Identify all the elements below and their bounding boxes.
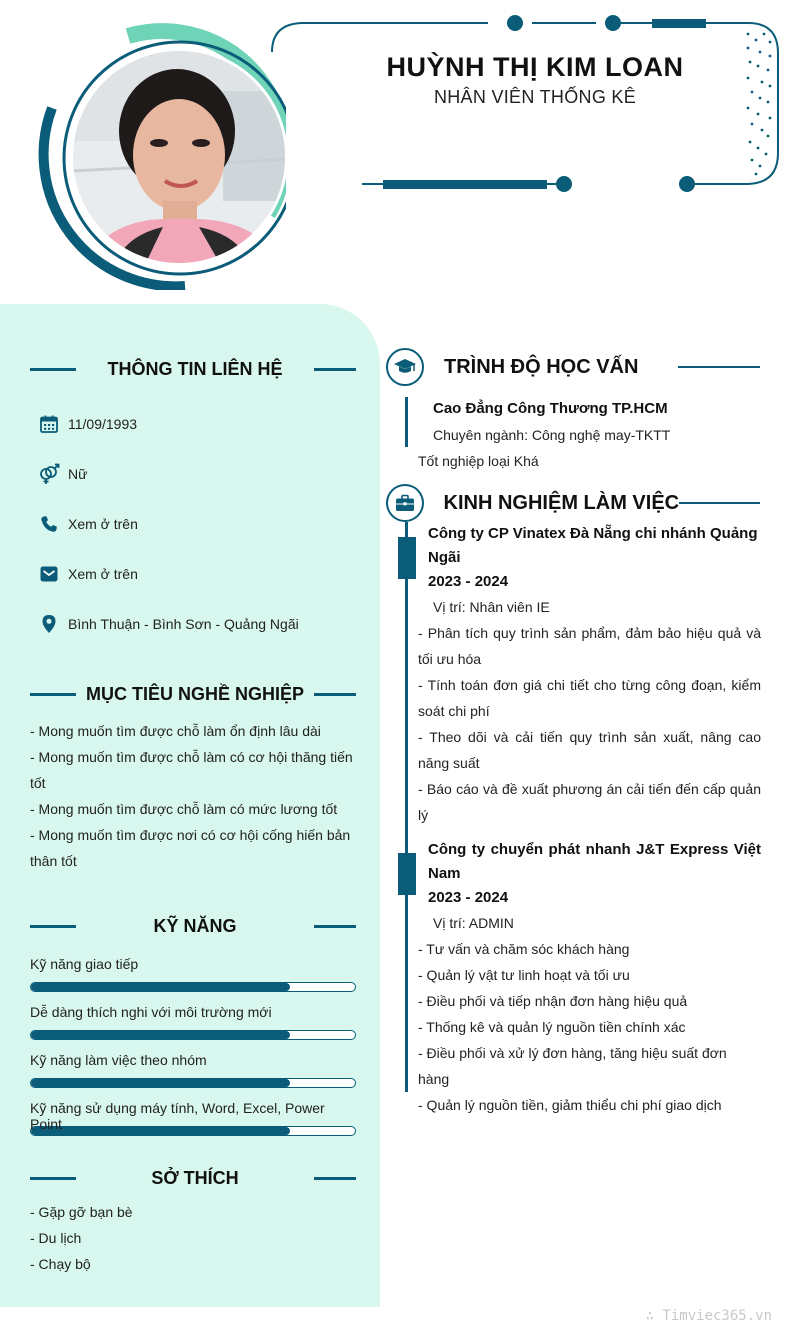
- company-name: Công ty chuyển phát nhanh J&T Express Việt Nam: [428, 841, 761, 882]
- section-heading-hobbies: [30, 1164, 356, 1192]
- hobby-item: - Gặp gỡ bạn bè: [30, 1204, 133, 1220]
- skill-bar-fill: [31, 1031, 290, 1039]
- objective-item: - Mong muốn tìm được chỗ làm ổn định lâu dài: [30, 723, 321, 739]
- experience-entry: [418, 838, 761, 1118]
- profile-photo: [70, 48, 288, 266]
- section-heading-skills: [30, 912, 356, 940]
- skill-bar: [30, 1030, 356, 1040]
- objective-item: - Mong muốn tìm được nơi có cơ hội cống hiến bản thân tốt: [30, 827, 351, 869]
- contact-row-gender: [38, 463, 87, 485]
- skill-bar: [30, 1126, 356, 1136]
- job-task: - Báo cáo và đề xuất phương án cải tiến đến cấp quản lý: [418, 781, 761, 823]
- objective-item: - Mong muốn tìm được chỗ làm có cơ hội thăng tiến tốt: [30, 749, 353, 791]
- skill-item: [30, 1100, 356, 1136]
- birthday-text: 11/09/1993: [68, 416, 138, 432]
- skill-label: Kỹ năng làm việc theo nhóm: [30, 1052, 207, 1068]
- section-heading-education: [386, 348, 760, 386]
- contact-row-email: [38, 563, 138, 585]
- timeline-marker: [398, 537, 416, 579]
- education-entry: [418, 396, 760, 474]
- section-heading-experience: [386, 484, 760, 522]
- job-task: - Điều phối và xử lý đơn hàng, tăng hiệu suất đơn hàng: [418, 1045, 727, 1087]
- company-name: Công ty CP Vinatex Đà Nẵng chi nhánh Quảng Ngãi: [428, 525, 758, 566]
- email-text: Xem ở trên: [68, 566, 138, 582]
- gender-icon: [38, 463, 60, 485]
- job-task: - Điều phối và tiếp nhận đơn hàng hiệu quả: [418, 993, 688, 1009]
- job-period: 2023 - 2024: [428, 573, 509, 590]
- job-position: Vị trí: ADMIN: [433, 915, 514, 931]
- skill-label: Kỹ năng giao tiếp: [30, 956, 139, 972]
- hobby-list: [30, 1199, 133, 1277]
- briefcase-icon: [386, 484, 424, 522]
- contact-row-address: [38, 613, 299, 635]
- section-title: SỞ THÍCH: [151, 1167, 239, 1188]
- section-heading-contact: [30, 355, 356, 383]
- skill-bar-fill: [31, 1127, 290, 1135]
- major-text: Chuyên ngành: Công nghệ may-TKTT: [433, 427, 671, 443]
- avatar-frame: [18, 18, 286, 290]
- skill-bar-fill: [31, 1079, 290, 1087]
- objective-item: - Mong muốn tìm được chỗ làm có mức lương tốt: [30, 801, 338, 817]
- skill-bar: [30, 1078, 356, 1088]
- timeline-marker: [398, 853, 416, 895]
- contact-row-birthday: [38, 413, 137, 435]
- job-task: - Quản lý vật tư linh hoạt và tối ưu: [418, 967, 630, 983]
- contact-row-phone: [38, 513, 138, 535]
- section-heading-objective: [30, 680, 356, 708]
- hobby-item: - Chạy bộ: [30, 1256, 91, 1272]
- skill-bar-fill: [31, 983, 290, 991]
- section-title: KINH NGHIỆM LÀM VIỆC: [443, 491, 680, 514]
- candidate-job-title: NHÂN VIÊN THỐNG KÊ: [433, 87, 637, 107]
- school-name: Cao Đẳng Công Thương TP.HCM: [433, 400, 668, 417]
- skill-item: [30, 956, 356, 992]
- calendar-icon: [38, 413, 60, 435]
- timeline-line: [405, 397, 408, 447]
- job-task: - Thống kê và quản lý nguồn tiền chính xác: [418, 1019, 686, 1035]
- address-text: Bình Thuận - Bình Sơn - Quảng Ngãi: [68, 616, 299, 632]
- experience-entry: [418, 522, 761, 828]
- section-title: KỸ NĂNG: [153, 915, 237, 936]
- job-task: - Phân tích quy trình sản phẩm, đảm bảo hiệu quả và tối ưu hóa: [418, 625, 761, 667]
- job-position: Vị trí: Nhân viên IE: [433, 599, 550, 615]
- phone-icon: [38, 513, 60, 535]
- hobby-item: - Du lịch: [30, 1230, 82, 1246]
- graduation-note: Tốt nghiệp loại Khá: [418, 453, 539, 469]
- job-task: - Quản lý nguồn tiền, giảm thiểu chi phí giao dịch: [418, 1097, 722, 1113]
- timeline-line: [405, 522, 408, 1092]
- location-icon: [38, 613, 60, 635]
- objective-list: [30, 718, 356, 874]
- section-title: MỤC TIÊU NGHỀ NGHIỆP: [85, 683, 304, 704]
- graduation-cap-icon: [386, 348, 424, 386]
- skill-item: [30, 1004, 356, 1040]
- skill-label: Kỹ năng sử dụng máy tính, Word, Excel, Power Point: [30, 1100, 325, 1132]
- job-period: 2023 - 2024: [428, 889, 509, 906]
- section-title: THÔNG TIN LIÊN HỆ: [107, 358, 283, 379]
- candidate-name: HUỲNH THỊ KIM LOAN: [386, 52, 684, 82]
- skill-bar: [30, 982, 356, 992]
- job-task: - Tư vấn và chăm sóc khách hàng: [418, 941, 630, 957]
- gender-text: Nữ: [68, 466, 88, 482]
- phone-text: Xem ở trên: [68, 516, 138, 532]
- job-task: - Tính toán đơn giá chi tiết cho từng công đoạn, kiểm soát chi phí: [418, 677, 761, 719]
- skill-label: Dễ dàng thích nghi với môi trường mới: [30, 1004, 272, 1020]
- header-title-block: [330, 52, 740, 108]
- job-task: - Theo dõi và cải tiến quy trình sản xuất, nâng cao năng suất: [418, 729, 761, 771]
- skill-item: [30, 1052, 356, 1088]
- email-icon: [38, 563, 60, 585]
- section-title: TRÌNH ĐỘ HỌC VẤN: [444, 355, 639, 378]
- watermark: ∴ Timviec365.vn: [645, 1308, 772, 1324]
